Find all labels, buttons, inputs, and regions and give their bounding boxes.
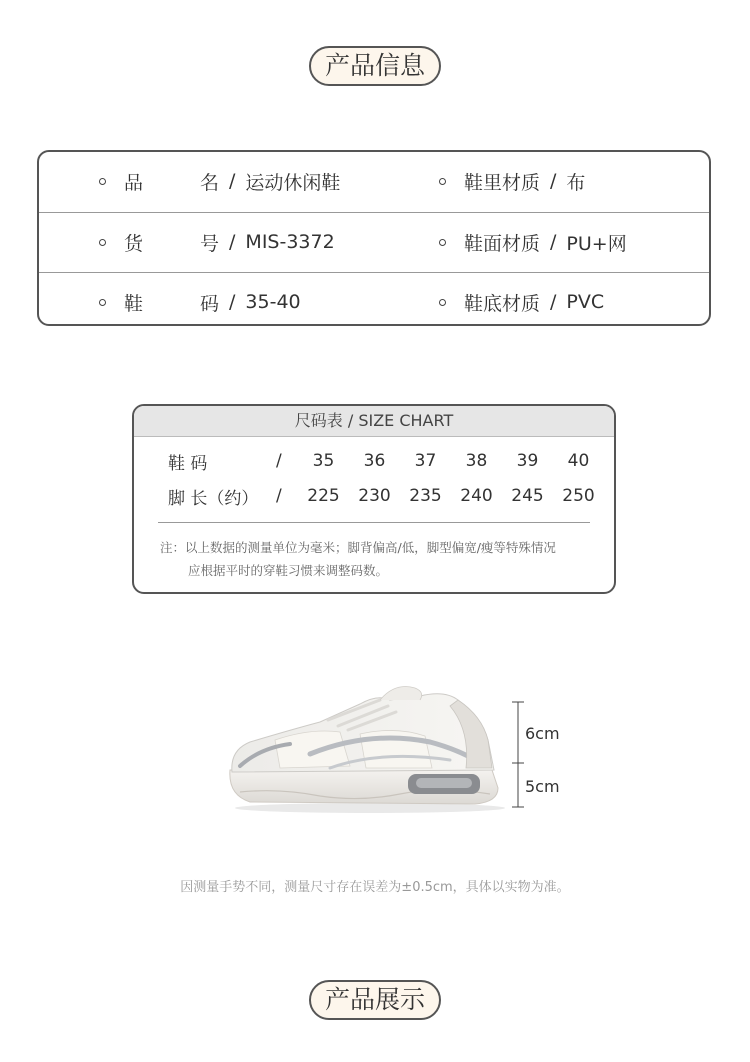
size-chart-cell: 40 [567, 451, 590, 471]
size-chart-note [160, 536, 600, 582]
size-chart-separator: / [276, 486, 282, 506]
info-value: 35-40 [245, 291, 301, 313]
size-chart-row [168, 481, 604, 511]
info-label: 鞋底材质 [464, 292, 541, 315]
size-chart-cell: 39 [516, 451, 539, 471]
shoe-image [220, 670, 520, 820]
size-chart-cell: 235 [409, 486, 442, 506]
info-separator: / [229, 231, 236, 253]
info-cell [439, 273, 604, 331]
upper-height-label: 6cm [525, 724, 560, 743]
section-heading-product-info: 产品信息 [309, 46, 441, 86]
size-chart-row [168, 446, 604, 476]
size-chart [132, 404, 616, 594]
shoe-measurement [508, 700, 588, 810]
info-label: 货 号 [124, 232, 220, 255]
info-value: PU+网 [566, 232, 627, 255]
info-separator: / [550, 291, 557, 313]
info-value: MIS-3372 [245, 231, 335, 253]
size-chart-cell: 250 [562, 486, 595, 506]
bullet-icon [99, 178, 106, 185]
size-chart-row-label: 鞋 码 [168, 453, 208, 474]
info-row [39, 212, 709, 271]
size-chart-cell: 225 [307, 486, 340, 506]
product-info-table [37, 150, 711, 326]
info-label: 鞋 码 [124, 292, 220, 315]
section-heading-product-display: 产品展示 [309, 980, 441, 1020]
size-chart-row-label: 脚 长（约） [168, 488, 259, 509]
size-chart-cell: 240 [460, 486, 493, 506]
info-cell [439, 152, 585, 210]
bullet-icon [99, 239, 106, 246]
info-value: 运动休闲鞋 [245, 171, 341, 194]
info-row [39, 272, 709, 331]
sneaker-illustration-icon [220, 670, 520, 820]
info-value: PVC [566, 291, 605, 313]
bullet-icon [439, 299, 446, 306]
info-separator: / [229, 170, 236, 192]
size-chart-separator: / [276, 451, 282, 471]
info-value: 布 [566, 171, 586, 194]
info-separator: / [550, 231, 557, 253]
size-chart-note-line: 应根据平时的穿鞋习惯来调整码数。 [188, 563, 389, 578]
info-separator: / [229, 291, 236, 313]
size-chart-cell: 245 [511, 486, 544, 506]
info-label: 鞋面材质 [464, 232, 541, 255]
sole-height-label: 5cm [525, 777, 560, 796]
bullet-icon [99, 299, 106, 306]
size-chart-note-line: 注：以上数据的测量单位为毫米；脚背偏高/低，脚型偏宽/瘦等特殊情况 [160, 540, 556, 555]
bullet-icon [439, 178, 446, 185]
info-label: 品 名 [124, 171, 220, 194]
size-chart-cell: 37 [414, 451, 437, 471]
info-label: 鞋里材质 [464, 171, 541, 194]
info-cell [99, 213, 335, 271]
measurement-disclaimer: 因测量手势不同，测量尺寸存在误差为±0.5cm，具体以实物为准。 [180, 880, 570, 895]
size-chart-title: 尺码表 / SIZE CHART [134, 406, 614, 437]
info-row [39, 152, 709, 210]
info-cell [439, 213, 627, 271]
size-chart-cell: 38 [465, 451, 488, 471]
info-separator: / [550, 170, 557, 192]
size-chart-cell: 35 [312, 451, 335, 471]
size-chart-cell: 36 [363, 451, 386, 471]
size-chart-cell: 230 [358, 486, 391, 506]
info-cell [99, 152, 340, 210]
info-cell [99, 273, 301, 331]
bullet-icon [439, 239, 446, 246]
size-chart-divider [158, 522, 590, 523]
